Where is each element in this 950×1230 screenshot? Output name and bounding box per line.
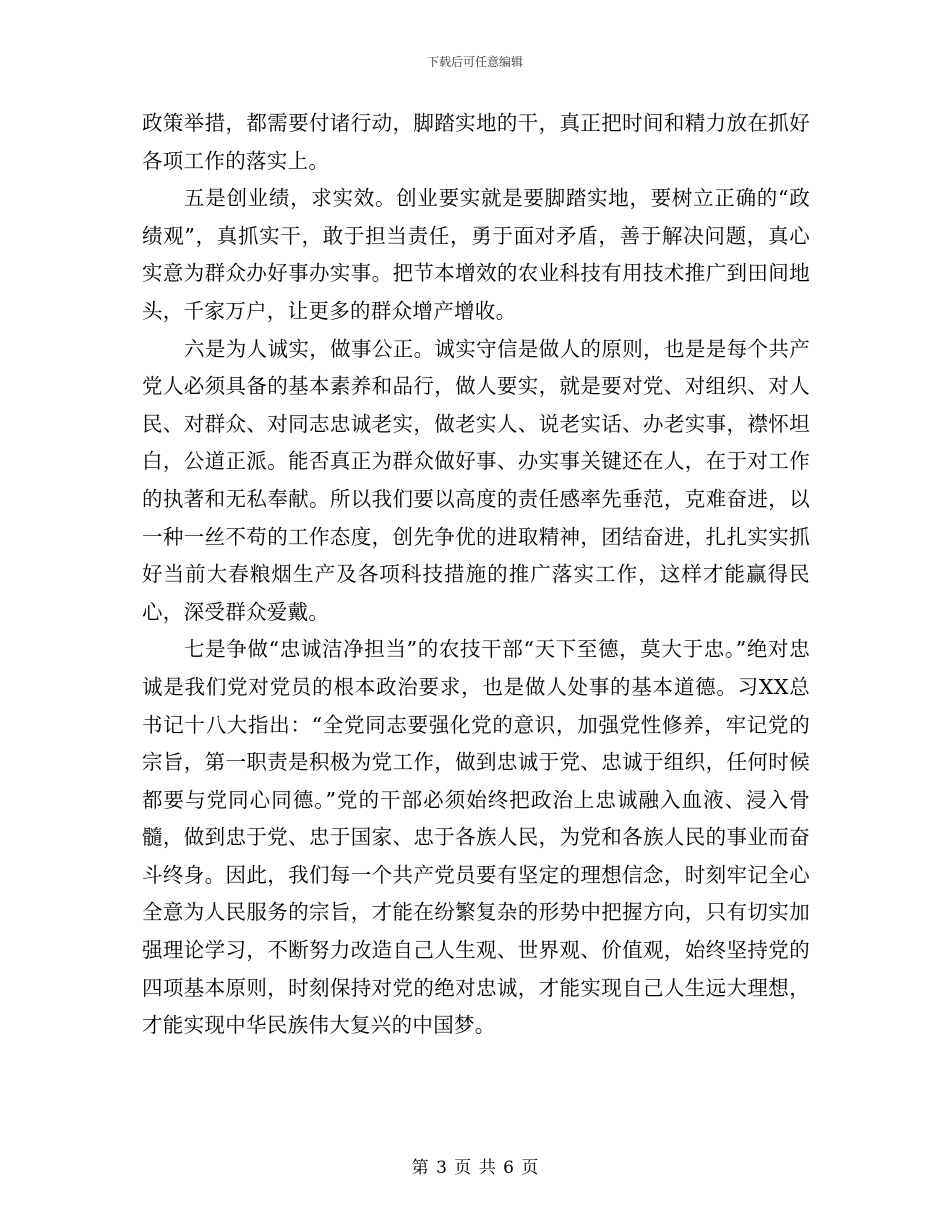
paragraph-continuation: 政策举措，都需要付诸行动，脚踏实地的干，真正把时间和精力放在抓好各项工作的落实上。 xyxy=(142,111,810,173)
paragraph-six: 六是为人诚实，做事公正。诚实守信是做人的原则，也是是每个共产党人必须具备的基本素养和品行，做人要实，就是要对党、对组织、对人民、对群众、对同志忠诚老实，做老实人、说老实话、办老实事，襟怀坦白，公道正派。能否真正为群众做好事、办实事关键还在人，在于对工作的执著和无私奉献。所以我们要以高度的责任感率先垂范，克难奋进，以一种一丝不苟的工作态度，创先争优的进取精神，团结奋进，扎扎实实抓好当前大春粮烟生产及各项科技措施的推广落实工作，这样才能赢得民心，深受群众爱戴。 xyxy=(142,336,810,624)
paragraph-five: 五是创业绩，求实效。创业要实就是要脚踏实地，要树立正确的“政绩观”，真抓实干，敢于担当责任，勇于面对矛盾，善于解决问题，真心实意为群众办好事办实事。把节本增效的农业科技有用技术推广到田间地头，千家万户，让更多的群众增产增收。 xyxy=(142,186,810,323)
paragraph-seven: 七是争做“忠诚洁净担当”的农技干部“天下至德，莫大于忠。”绝对忠诚是我们党对党员的根本政治要求，也是做人处事的基本道德。习XX总书记十八大指出：“全党同志要强化党的意识，加强党性修养，牢记党的宗旨，第一职责是积极为党工作，做到忠诚于党、忠诚于组织，任何时候都要与党同心同德。”党的干部必须始终把政治上忠诚融入血液、浸入骨髓，做到忠于党、忠于国家、忠于各族人民，为党和各族人民的事业而奋斗终身。因此，我们每一个共产党员要有坚定的理想信念，时刻牢记全心全意为人民服务的宗旨，才能在纷繁复杂的形势中把握方向，只有切实加强理论学习，不断努力改造自己人生观、世界观、价值观，始终坚持党的四项基本原则，时刻保持对党的绝对忠诚，才能实现自己人生远大理想，才能实现中华民族伟大复兴的中国梦。 xyxy=(142,637,810,1038)
page-header: 下载后可任意编辑 xyxy=(426,55,523,69)
page-number: 第 3 页 共 6 页 xyxy=(411,1158,539,1178)
document-body xyxy=(142,105,810,1045)
